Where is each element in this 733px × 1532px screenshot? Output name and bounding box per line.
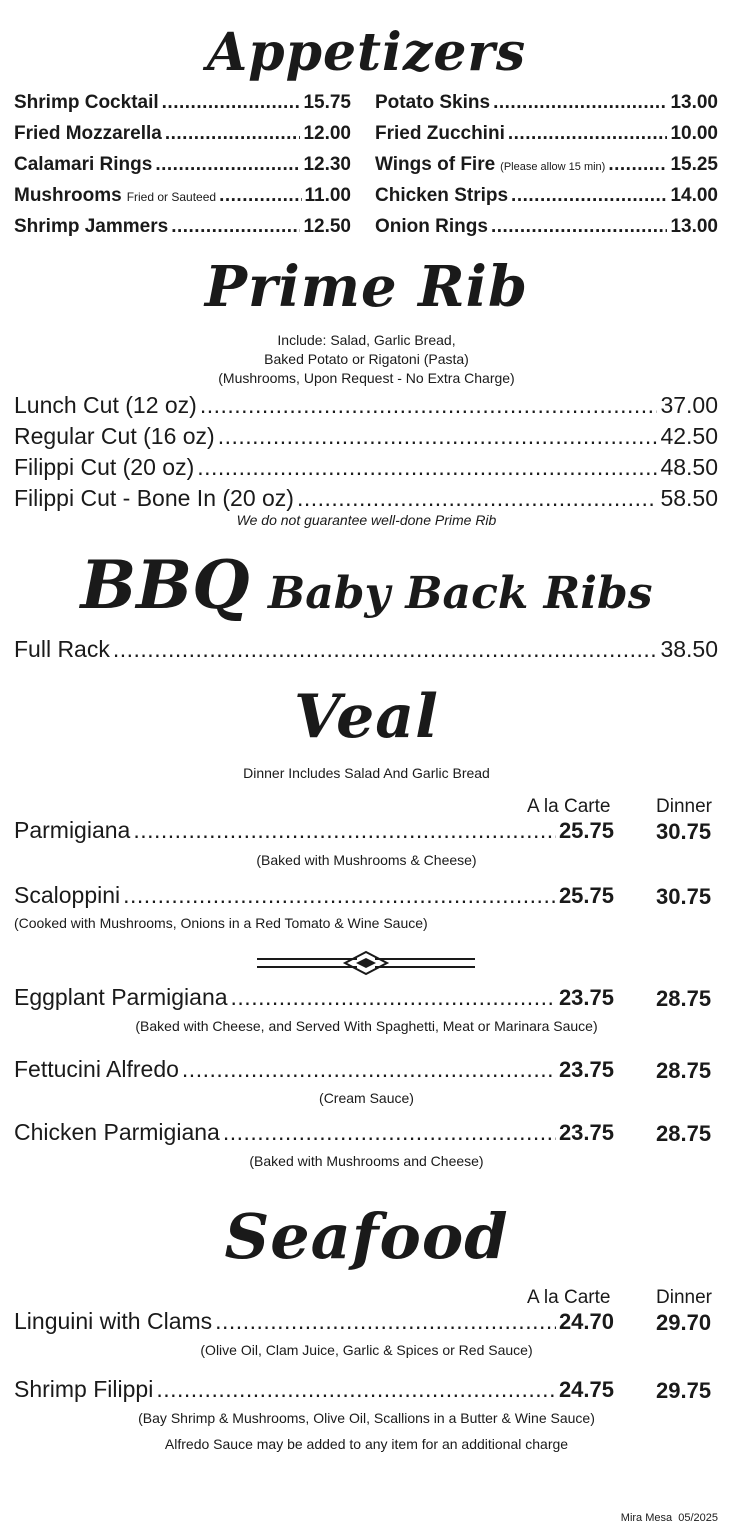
item-alacarte-price: 25.75 bbox=[558, 818, 614, 843]
item-price: 13.00 bbox=[670, 92, 718, 113]
veal-subtitle: Dinner Includes Salad And Garlic Bread bbox=[243, 765, 490, 781]
item-name: Fried Mozzarella bbox=[14, 123, 162, 144]
prime-rib-disclaimer: We do not guarantee well-done Prime Rib bbox=[236, 512, 497, 528]
bbq-title-rest: Baby Back Ribs bbox=[268, 568, 653, 619]
item-name: Shrimp Jammers bbox=[14, 216, 169, 237]
app-item-wings-of-fire bbox=[375, 154, 718, 176]
prime-rib-item-lunch bbox=[14, 392, 718, 419]
app-item-chicken-strips bbox=[375, 185, 718, 207]
pasta-item-chicken-parmigiana bbox=[14, 1119, 614, 1146]
seafood-footnote: Alfredo Sauce may be added to any item for an additional charge bbox=[164, 1436, 569, 1452]
pasta-eggplant-dinner-price: 28.75 bbox=[656, 986, 712, 1011]
bbq-title-bbq: BBQ bbox=[80, 546, 250, 624]
item-name: Filippi Cut - Bone In (20 oz) bbox=[14, 485, 294, 511]
divider-ornament bbox=[255, 950, 477, 976]
item-name: Mushrooms bbox=[14, 185, 122, 206]
bbq-item-full-rack bbox=[14, 636, 718, 663]
bbq-title bbox=[0, 546, 733, 624]
item-name: Chicken Parmigiana bbox=[14, 1119, 220, 1145]
footer-location-date: Mira Mesa 05/2025 bbox=[620, 1512, 718, 1524]
item-name: Calamari Rings bbox=[14, 154, 153, 175]
item-alacarte-price: 24.75 bbox=[558, 1377, 614, 1402]
item-alacarte-price: 23.75 bbox=[558, 985, 614, 1010]
item-name: Fried Zucchini bbox=[375, 123, 505, 144]
prime-rib-item-bone-in bbox=[14, 485, 718, 512]
item-name: Potato Skins bbox=[375, 92, 491, 113]
item-price: 13.00 bbox=[670, 216, 718, 237]
item-name: Parmigiana bbox=[14, 817, 131, 843]
item-name: Eggplant Parmigiana bbox=[14, 984, 228, 1010]
veal-scaloppini-dinner-price: 30.75 bbox=[656, 884, 712, 909]
item-price: 58.50 bbox=[660, 485, 718, 511]
app-item-onion-rings bbox=[375, 216, 718, 238]
app-item-fried-mozzarella bbox=[14, 123, 351, 145]
item-name: Scaloppini bbox=[14, 882, 121, 908]
app-item-potato-skins bbox=[375, 92, 718, 114]
item-price: 12.50 bbox=[303, 216, 351, 237]
item-price: 14.00 bbox=[670, 185, 718, 206]
item-name: Chicken Strips bbox=[375, 185, 509, 206]
item-alacarte-price: 25.75 bbox=[558, 883, 614, 908]
item-name: Shrimp Cocktail bbox=[14, 92, 159, 113]
item-price: 12.00 bbox=[303, 123, 351, 144]
seafood-linguini-dinner-price: 29.70 bbox=[656, 1310, 712, 1335]
pasta-chicken-desc: (Baked with Mushrooms and Cheese) bbox=[249, 1153, 484, 1169]
item-alacarte-price: 24.70 bbox=[558, 1309, 614, 1334]
pasta-eggplant-desc: (Baked with Cheese, and Served With Spaghetti, Meat or Marinara Sauce) bbox=[135, 1018, 598, 1034]
veal-scaloppini-desc: (Cooked with Mushrooms, Onions in a Red Tomato & Wine Sauce) bbox=[14, 915, 428, 931]
item-name: Full Rack bbox=[14, 636, 110, 662]
item-price: 11.00 bbox=[304, 185, 351, 206]
app-item-mushrooms bbox=[14, 185, 351, 207]
pasta-fettucini-dinner-price: 28.75 bbox=[656, 1058, 712, 1083]
pasta-fettucini-desc: (Cream Sauce) bbox=[319, 1090, 414, 1106]
item-price: 10.00 bbox=[670, 123, 718, 144]
appetizers-title: Appetizers bbox=[206, 22, 527, 83]
item-name: Fettucini Alfredo bbox=[14, 1056, 179, 1082]
item-price: 12.30 bbox=[303, 154, 351, 175]
seafood-col-alacarte: A la Carte bbox=[527, 1287, 611, 1308]
prime-rib-include-2: Baked Potato or Rigatoni (Pasta) bbox=[264, 351, 469, 367]
item-price: 48.50 bbox=[660, 454, 718, 480]
app-item-calamari-rings bbox=[14, 154, 351, 176]
seafood-col-dinner: Dinner bbox=[656, 1287, 712, 1308]
app-item-shrimp-jammers bbox=[14, 216, 351, 238]
veal-parmigiana-dinner-price: 30.75 bbox=[656, 819, 712, 844]
app-item-fried-zucchini bbox=[375, 123, 718, 145]
veal-item-parmigiana bbox=[14, 817, 614, 844]
item-price: 42.50 bbox=[660, 423, 718, 449]
veal-item-scaloppini bbox=[14, 882, 614, 909]
item-name: Shrimp Filippi bbox=[14, 1376, 154, 1402]
item-name: Regular Cut (16 oz) bbox=[14, 423, 215, 449]
veal-parmigiana-desc: (Baked with Mushrooms & Cheese) bbox=[256, 852, 477, 868]
veal-col-alacarte: A la Carte bbox=[527, 796, 611, 817]
item-alacarte-price: 23.75 bbox=[558, 1057, 614, 1082]
veal-title: Veal bbox=[294, 682, 439, 752]
item-name: Lunch Cut (12 oz) bbox=[14, 392, 197, 418]
veal-col-dinner: Dinner bbox=[656, 796, 712, 817]
item-note: (Please allow 15 min) bbox=[500, 161, 606, 173]
prime-rib-item-regular bbox=[14, 423, 718, 450]
prime-rib-include-1: Include: Salad, Garlic Bread, bbox=[277, 332, 456, 348]
item-price: 15.75 bbox=[303, 92, 351, 113]
prime-rib-include-3: (Mushrooms, Upon Request - No Extra Charge) bbox=[218, 370, 515, 386]
pasta-chicken-dinner-price: 28.75 bbox=[656, 1121, 712, 1146]
item-name: Wings of Fire bbox=[375, 154, 496, 175]
prime-rib-item-filippi bbox=[14, 454, 718, 481]
item-alacarte-price: 23.75 bbox=[558, 1120, 614, 1145]
pasta-item-fettucini bbox=[14, 1056, 614, 1083]
item-name: Linguini with Clams bbox=[14, 1308, 213, 1334]
item-price: 37.00 bbox=[660, 392, 718, 418]
seafood-linguini-desc: (Olive Oil, Clam Juice, Garlic & Spices or Red Sauce) bbox=[200, 1342, 533, 1358]
item-name: Filippi Cut (20 oz) bbox=[14, 454, 195, 480]
pasta-item-eggplant bbox=[14, 984, 614, 1011]
item-price: 15.25 bbox=[670, 154, 718, 175]
item-name: Onion Rings bbox=[375, 216, 488, 237]
item-price: 38.50 bbox=[660, 636, 718, 662]
prime-rib-title: Prime Rib bbox=[204, 254, 529, 320]
seafood-shrimp-desc: (Bay Shrimp & Mushrooms, Olive Oil, Scallions in a Butter & Wine Sauce) bbox=[138, 1410, 595, 1426]
seafood-title: Seafood bbox=[224, 1200, 509, 1273]
seafood-item-shrimp-filippi bbox=[14, 1376, 614, 1403]
app-item-shrimp-cocktail bbox=[14, 92, 351, 114]
item-note: Fried or Sauteed bbox=[126, 190, 217, 204]
seafood-item-linguini bbox=[14, 1308, 614, 1335]
seafood-shrimp-dinner-price: 29.75 bbox=[656, 1378, 712, 1403]
